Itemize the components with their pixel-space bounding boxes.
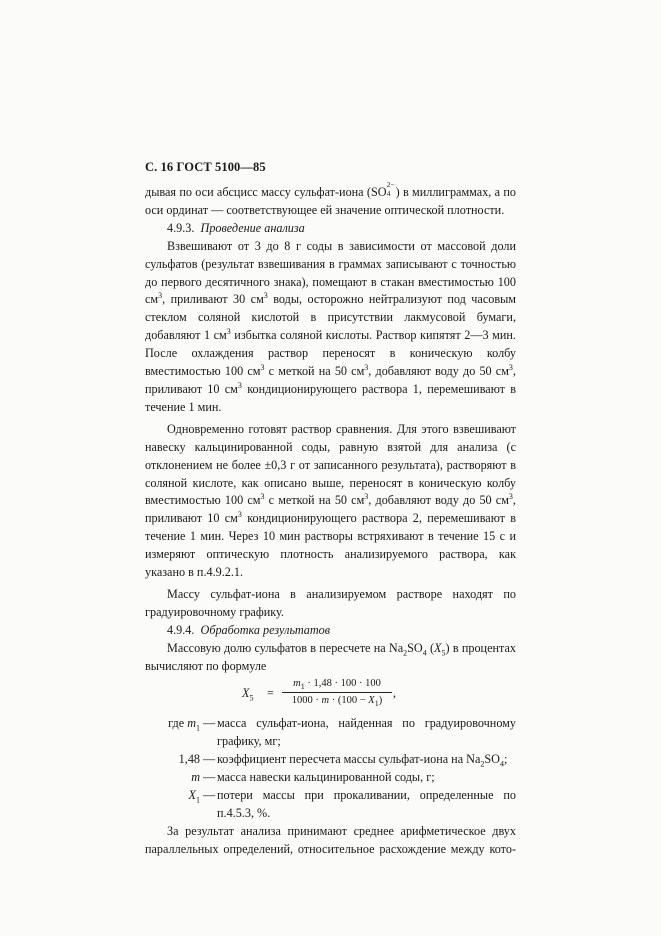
- body-text: [145, 180, 517, 859]
- legend-row: где $m_1$ — масса сульфат-иона, найденная по градуировочному графику, мг;: [168, 716, 516, 749]
- paragraph-analysis-procedure: Взвешивают от 3 до 8 г соды в зависимости от массовой доли сульфатов (результат взвешивания в граммах записывают с точностью до первого десятичного знака), помещают в стакан вместимостью 100 $см^3$, приливают 30 $см^3$ воды, осторожно нейтрализуют под часовым стеклом соляной кислотой в присутствии лакмусовой бумаги, добавляют 1 $см^3$ избытка соляной кислоты. Раствор кипятят 2—3 мин. После охлаждения раствор переносят в коническую колбу вместимостью 100 $см^3$ с меткой на 50 $см^3$, добавляют воду до 50 $см^3$, приливают 10 $см^3$ кондиционирующего раствора 1, перемешивают в течение 1 мин.: [145, 238, 516, 414]
- formula-legend: [145, 715, 516, 822]
- formula-equals: =: [267, 686, 274, 701]
- formula-fraction: [282, 677, 392, 708]
- page-header: С. 16 ГОСТ 5100—85: [145, 160, 266, 174]
- sulfate-formula: $X_5$ = $\frac{m_1 \cdot 1,48 \cdot 100 \cdot 100}{1000 \cdot m \cdot (100 - X_1)}$ ,: [242, 678, 397, 709]
- legend-row: 1,48 — коэффициент пересчета массы сульфат-иона на $Na_2SO_4$;: [178, 752, 508, 769]
- paragraph-formula-intro: Массовую долю сульфатов в пересчете на $Na_2SO_4$ $(X_5)$ в процентах вычисляют по формуле: [145, 640, 516, 673]
- formula-lhs: $X_5$: [242, 686, 254, 703]
- paragraph-graph-axes: дывая по оси абсцисс массу сульфат-иона (SO 2− 4 ) в миллиграммах, а по оси ординат — соответствующее ей значение оптической плотности.: [145, 180, 517, 217]
- formula-denominator: $1000 \cdot m \cdot (100 - X_1)$: [291, 695, 383, 709]
- section-heading-4-9-3: 4.9.3. Проведение анализа: [167, 220, 305, 235]
- legend-row: $X_1$ — потери массы при прокаливании, определенные по п.4.5.3, %.: [188, 788, 516, 820]
- section-heading-4-9-4: 4.9.4. Обработка результатов: [167, 622, 331, 637]
- paragraph-result: За результат анализа принимают среднее арифметическое двух параллельных определений, относительное расхождение между кото-: [145, 823, 516, 856]
- paragraph-calibration-graph: Массу сульфат-иона в анализируемом растворе находят по градуировочному графику.: [145, 586, 516, 619]
- sulfate-charge: 2− 4: [386, 180, 395, 198]
- legend-row: m — масса навески кальцинированной соды, г;: [191, 770, 435, 785]
- formula-numerator: $m_1 \cdot 1,48 \cdot 100 \cdot 100$: [282, 677, 392, 693]
- paragraph-reference-solution: Одновременно готовят раствор сравнения. Для этого взвешивают навеску кальцинированной соды, равную взятой для анализа (с отклонением не более ±0,3 г от записанного результата), растворяют в соляной кислоте, как описано выше, переносят в коническую колбу вместимостью 100 $см^3$ с меткой на 50 $см^3$, добавляют воду до 50 $см^3$, приливают 10 $см^3$ кондиционирующего раствора 2, перемешивают в течение 1 мин. Через 10 мин растворы встряхивают в течение 15 с и измеряют оптическую плотность анализируемого раствора, как указано в п.4.9.2.1.: [145, 421, 516, 580]
